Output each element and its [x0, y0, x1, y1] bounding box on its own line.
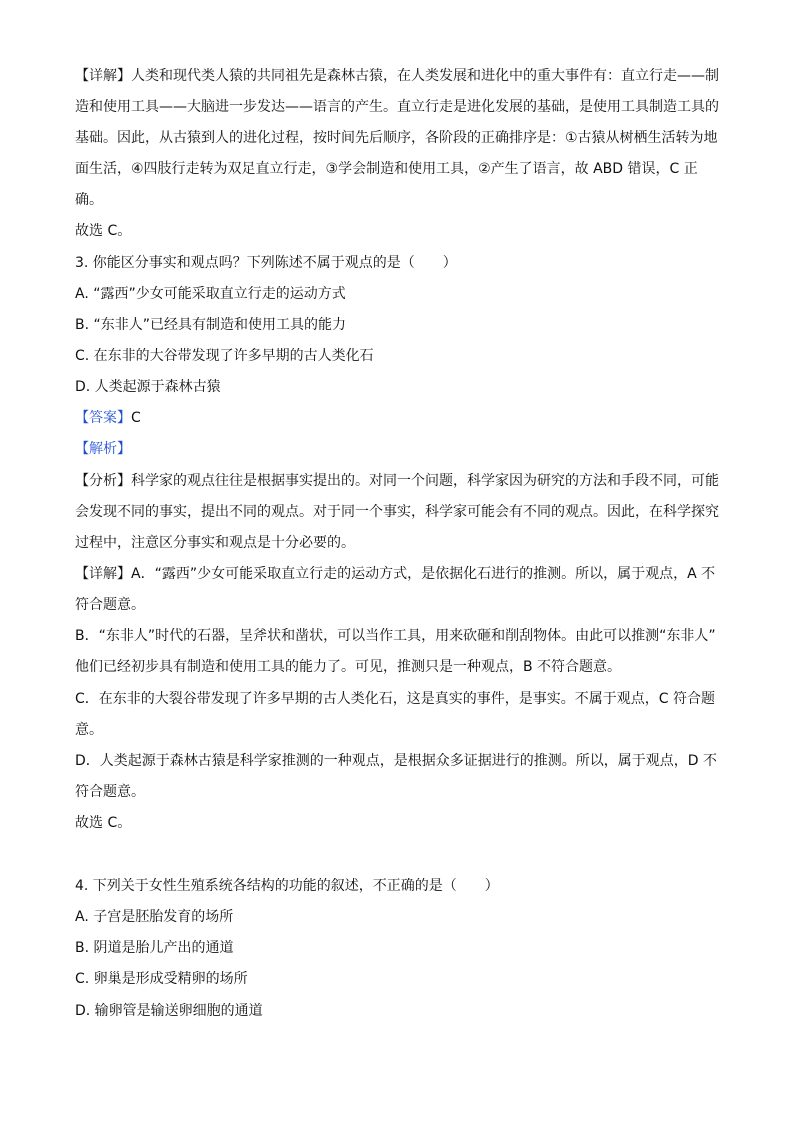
q3-option-a: A. “露西”少女可能采取直立行走的运动方式: [75, 286, 346, 302]
q4-option-b: B. 阴道是胎儿产出的通道: [75, 940, 234, 956]
q3-detail-line-4: 他们已经初步具有制造和使用工具的能力了。可见，推测只是一种观点，B 不符合题意。: [75, 659, 622, 675]
q2-detail-line-2: 造和使用工具——大脑进一步发达——语言的产生。直立行走是进化发展的基础，是使用工具制造工具的: [75, 99, 719, 115]
q2-detail-tag: 【详解】: [75, 68, 131, 84]
q4-option-d: D. 输卵管是输送卵细胞的通道: [75, 1003, 263, 1019]
q3-detail-line-1: [75, 564, 725, 584]
q3-analysis-tag: [75, 439, 725, 459]
q3-detail-line-7: D．人类起源于森林古猿是科学家推测的一种观点，是根据众多证据进行的推测。所以，属于观点，D 不: [75, 753, 718, 769]
q2-conclusion: 故选 C。: [75, 223, 132, 239]
q3-answer-value: C: [131, 410, 141, 426]
q3-answer-tag: 【答案】: [75, 410, 131, 426]
q2-detail-line-1: [75, 66, 725, 86]
q3-option-c: C. 在东非的大谷带发现了许多早期的古人类化石: [75, 348, 374, 364]
q3-stem: 3. 你能区分事实和观点吗？下列陈述不属于观点的是（ ）: [75, 255, 457, 271]
q2-detail-line-3: 基础。因此，从古猿到人的进化过程，按时间先后顺序，各阶段的正确排序是：①古猿从树栖生活转为地: [75, 130, 718, 146]
q3-analysis-line-1: [75, 471, 725, 491]
q3-detail-line-8: 符合题意。: [75, 784, 145, 800]
q3-analysis-head: 【分析】: [75, 473, 131, 489]
q3-option-d: D. 人类起源于森林古猿: [75, 379, 221, 395]
q4-option-c: C. 卵巢是形成受精卵的场所: [75, 971, 248, 987]
q3-detail-text: A．“露西”少女可能采取直立行走的运动方式，是依据化石进行的推测。所以，属于观点，A 不: [131, 566, 716, 582]
q3-analysis-text: 科学家的观点往往是根据事实提出的。对同一个问题，科学家因为研究的方法和手段不同，可能: [131, 473, 719, 489]
q3-option-b: B. “东非人”已经具有制造和使用工具的能力: [75, 317, 347, 333]
q3-detail-line-6: 意。: [75, 722, 103, 738]
q2-detail-line-5: 确。: [75, 192, 103, 208]
q4-stem: 4. 下列关于女性生殖系统各结构的功能的叙述，不正确的是（ ）: [75, 878, 499, 894]
q3-detail-line-2: 符合题意。: [75, 597, 145, 613]
q3-analysis-line-3: 过程中，注意区分事实和观点是十分必要的。: [75, 535, 355, 551]
q3-detail-head: 【详解】: [75, 566, 131, 582]
q2-detail-text: 人类和现代类人猿的共同祖先是森林古猿，在人类发展和进化中的重大事件有：直立行走——制: [131, 68, 719, 84]
q2-detail-line-4: 面生活，④四肢行走转为双足直立行走，③学会制造和使用工具，②产生了语言，故 ABD 错误，C 正: [75, 161, 698, 177]
q3-answer: [75, 408, 725, 428]
q3-detail-line-3: B．“东非人”时代的石器，呈斧状和凿状，可以当作工具，用来砍砸和削刮物体。由此可以推测“东非人”: [75, 628, 716, 644]
q3-analysis-line-2: 会发现不同的事实，提出不同的观点。对于同一个事实，科学家可能会有不同的观点。因此，在科学探究: [75, 504, 719, 520]
q4-option-a: A. 子宫是胚胎发育的场所: [75, 909, 234, 925]
q3-conclusion: 故选 C。: [75, 815, 132, 831]
q3-detail-line-5: C．在东非的大裂谷带发现了许多早期的古人类化石，这是真实的事件，是事实。不属于观点，C 符合题: [75, 691, 715, 707]
q3-analysis-label: 【解析】: [75, 441, 131, 457]
